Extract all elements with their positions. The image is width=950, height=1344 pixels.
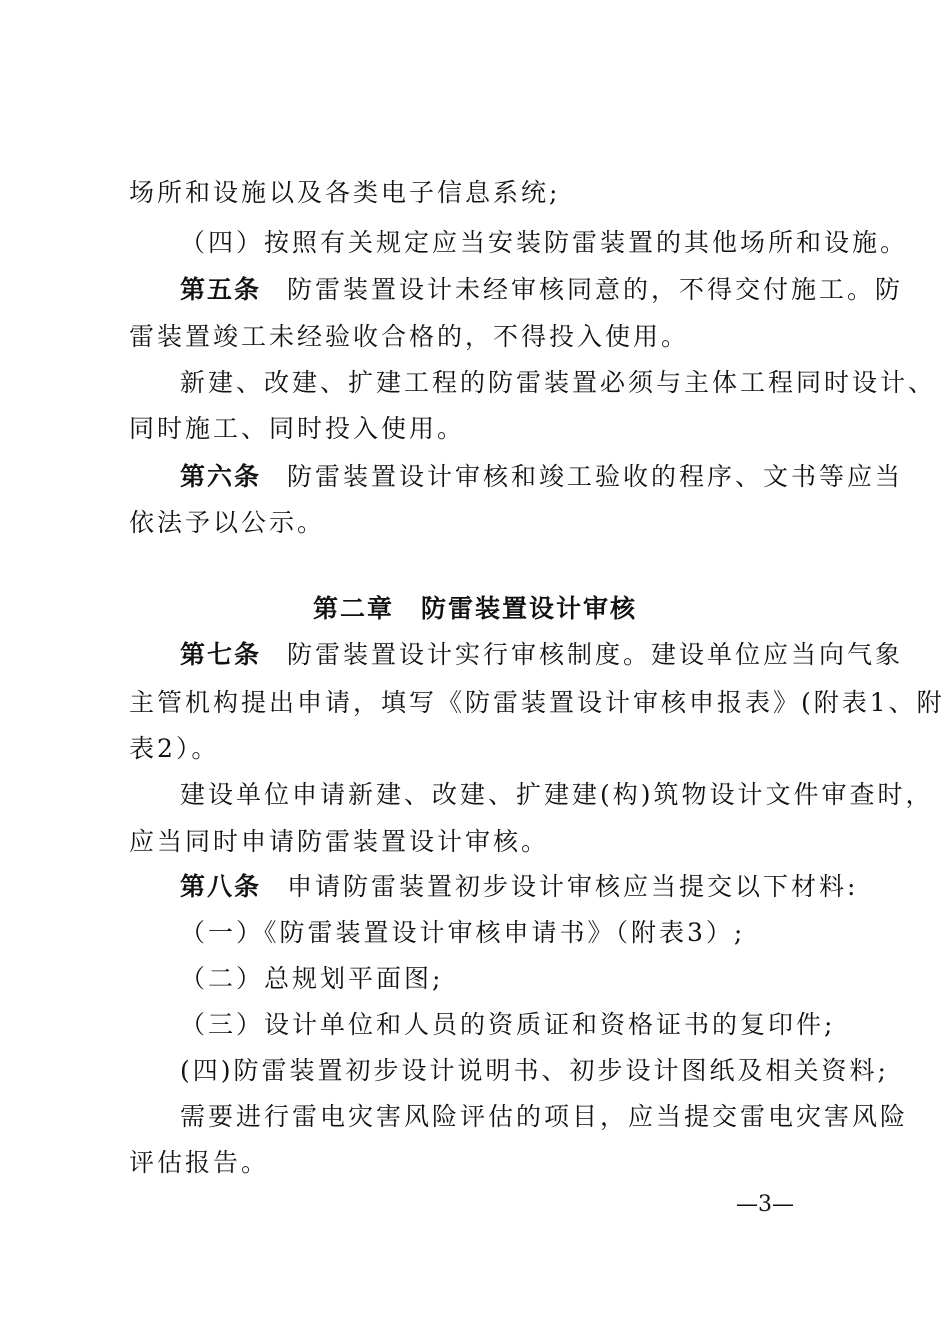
list-item: （一）《防雷装置设计审核申请书》（附表3）; xyxy=(180,918,746,947)
text-line: 需要进行雷电灾害风险评估的项目，应当提交雷电灾害风险 xyxy=(180,1102,909,1131)
article-paragraph xyxy=(180,870,859,904)
text-line: 申请防雷装置初步设计审核应当提交以下材料: xyxy=(287,872,859,901)
list-item: （二）总规划平面图; xyxy=(180,964,444,993)
text-line: （四）按照有关规定应当安装防雷装置的其他场所和设施。 xyxy=(180,228,909,257)
text-line: 主管机构提出申请，填写《防雷装置设计审核申报表》(附表1、附 xyxy=(129,688,945,717)
text-line: 场所和设施以及各类电子信息系统; xyxy=(129,178,561,207)
text-line: 建设单位申请新建、改建、扩建建(构)筑物设计文件审查时， xyxy=(180,780,934,809)
text-line: 表2）。 xyxy=(129,734,220,763)
list-item: (四)防雷装置初步设计说明书、初步设计图纸及相关资料; xyxy=(180,1056,889,1085)
article-paragraph xyxy=(180,460,904,494)
text-line: 雷装置竣工未经验收合格的，不得投入使用。 xyxy=(129,322,690,351)
text-line: 新建、改建、扩建工程的防雷装置必须与主体工程同时设计、 xyxy=(180,368,937,397)
article-heading: 第八条 xyxy=(180,872,262,901)
text-line: 同时施工、同时投入使用。 xyxy=(129,414,466,443)
text-line: 防雷装置设计未经审核同意的，不得交付施工。防 xyxy=(287,275,904,304)
article-heading: 第六条 xyxy=(180,462,262,491)
text-line: 防雷装置设计实行审核制度。建设单位应当向气象 xyxy=(287,640,904,669)
article-heading: 第七条 xyxy=(180,640,262,669)
text-line: 评估报告。 xyxy=(129,1148,270,1177)
page-number: —3— xyxy=(736,1192,794,1217)
text-line: 应当同时申请防雷装置设计审核。 xyxy=(129,827,550,856)
text-line: 依法予以公示。 xyxy=(129,508,326,537)
article-paragraph xyxy=(180,273,904,307)
article-paragraph xyxy=(180,638,904,672)
chapter-title: 第二章 防雷装置设计审核 xyxy=(312,594,637,623)
text-line: 防雷装置设计审核和竣工验收的程序、文书等应当 xyxy=(287,462,904,491)
list-item: （三）设计单位和人员的资质证和资格证书的复印件; xyxy=(180,1010,836,1039)
article-heading: 第五条 xyxy=(180,275,262,304)
